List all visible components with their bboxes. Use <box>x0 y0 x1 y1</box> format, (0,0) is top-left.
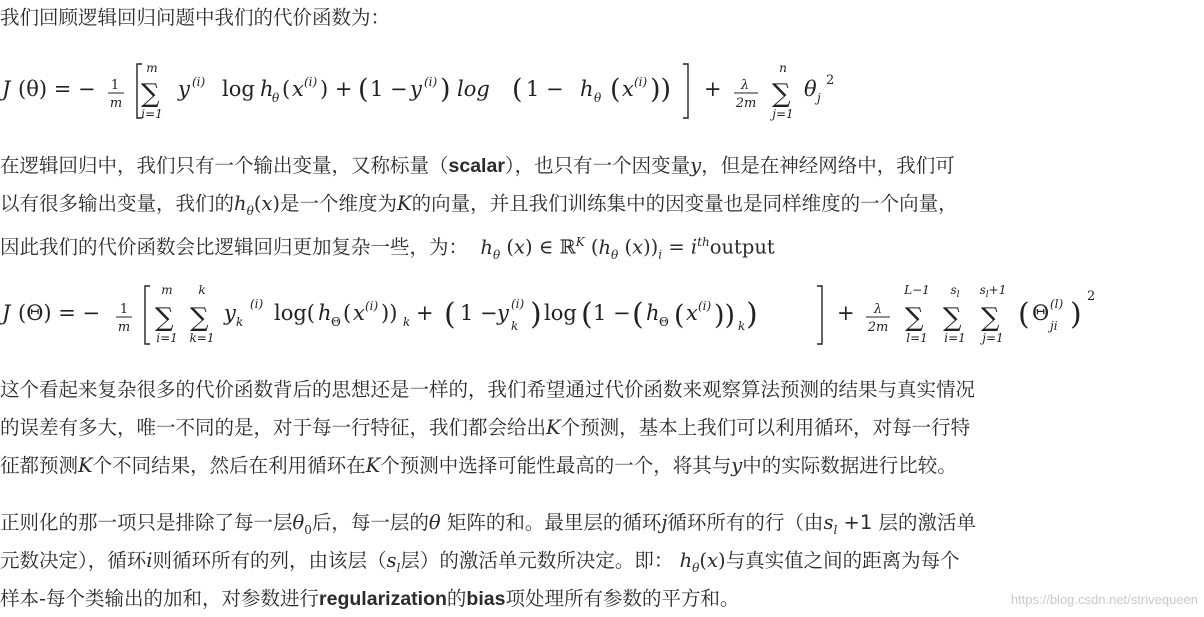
svg-text:ji: ji <box>1050 319 1058 333</box>
svg-text:): ) <box>1070 297 1082 332</box>
watermark: https://blog.csdn.net/strivequeen <box>1010 592 1198 607</box>
svg-text:k=1: k=1 <box>189 331 215 345</box>
svg-text:(: ( <box>512 74 523 105</box>
svg-text:+: + <box>416 301 434 325</box>
svg-text:x: x <box>353 301 365 325</box>
svg-text:x: x <box>686 301 698 325</box>
svg-text:Θ: Θ <box>331 315 341 329</box>
svg-text:j=1: j=1 <box>772 107 794 121</box>
explanation-line-1: 这个看起来复杂很多的代价函数背后的思想还是一样的，我们希望通过代价函数来观察算法预测的结果与真实情况 <box>0 378 976 401</box>
svg-text:x: x <box>292 77 304 101</box>
explanation-line-2: 的误差有多大，唯一不同的是，对于每一行特征，我们都会给出K个预测，基本上我们可以利用循环，对每一行特 <box>0 416 971 439</box>
svg-text:∑: ∑ <box>905 303 924 333</box>
regularization-line-1: 正则化的那一项只是排除了每一层$\theta_0$后，每一层的θ 矩阵的和。最里层的循环j循环所有的行（由$s_l +1$ 层的激活单 <box>0 511 976 537</box>
cost-function-logistic <box>0 56 880 126</box>
intro-line: 我们回顾逻辑回归问题中我们的代价函数为： <box>0 6 391 29</box>
svg-text:∑: ∑ <box>772 79 791 109</box>
svg-text:h: h <box>580 77 594 101</box>
svg-text:Θ: Θ <box>659 315 669 329</box>
svg-text:(Θ) = −: (Θ) = − <box>18 301 101 325</box>
svg-text:(: ( <box>674 300 685 331</box>
svg-text:(: ( <box>610 74 621 105</box>
svg-text:(i): (i) <box>511 297 525 311</box>
svg-text:1: 1 <box>119 302 129 317</box>
svg-text:θ: θ <box>594 91 602 105</box>
svg-text:sl+1: $s_l+1$ <box>979 283 1007 300</box>
svg-text:(i): (i) <box>304 75 318 89</box>
svg-text:m: m <box>109 96 123 111</box>
svg-text:2: 2 <box>1087 289 1096 304</box>
svg-text:j=1: j=1 <box>982 331 1004 345</box>
svg-text:log(: log( <box>274 301 315 325</box>
svg-text:(i): (i) <box>250 297 264 311</box>
svg-text:k: k <box>403 315 411 329</box>
svg-text:k: k <box>738 319 746 333</box>
svg-text:k: k <box>511 319 519 333</box>
svg-text:l=1: l=1 <box>906 331 928 345</box>
svg-text:(i): (i) <box>424 75 438 89</box>
svg-text:1 −: 1 − <box>593 301 631 325</box>
svg-text:)): )) <box>381 301 398 325</box>
svg-text:∑: ∑ <box>141 79 160 109</box>
svg-text:h: h <box>646 301 660 325</box>
regularization-line-3: 样本-每个类输出的加和，对参数进行regularization的bias项处理所有参数的平方和。 <box>0 587 740 610</box>
svg-text:m: m <box>161 283 173 297</box>
svg-text:(: ( <box>1018 297 1030 332</box>
svg-text:): ) <box>746 297 758 332</box>
regularization-line-2: 元数决定），循环i则循环所有的列，由该层（$s_l$层）的激活单元数所决定。即： $h_\theta(x)$与真实值之间的距离为每个 <box>0 549 960 575</box>
svg-text:(l): (l) <box>1050 297 1064 311</box>
svg-text:(i): (i) <box>192 75 206 89</box>
svg-text:h: h <box>318 301 332 325</box>
svg-text:2: 2 <box>826 73 835 88</box>
svg-text:(: ( <box>632 297 644 332</box>
svg-text:i=1: i=1 <box>141 107 163 121</box>
nn-intro-line-2: 以有很多输出变量，我们的$h_\theta(x)$是一个维度为K的向量，并且我们训练集中的因变量也是同样维度的一个向量， <box>0 192 958 218</box>
svg-text:(i): (i) <box>365 299 379 313</box>
svg-text:θ: θ <box>272 91 280 105</box>
svg-text:θ: θ <box>804 77 817 101</box>
svg-text:(: ( <box>581 297 593 332</box>
svg-text:y: y <box>497 301 509 325</box>
svg-text:k: k <box>198 283 206 297</box>
svg-text:(θ) = −: (θ) = − <box>18 77 96 101</box>
svg-text:L−1: L−1 <box>904 283 930 297</box>
svg-text:∑: ∑ <box>190 303 209 333</box>
svg-text:y: y <box>178 77 190 101</box>
svg-text:log: log <box>544 301 577 325</box>
svg-text:1 −: 1 − <box>370 77 408 101</box>
explanation-line-3: 征都预测K个不同结果，然后在利用循环在K个预测中选择可能性最高的一个，将其与y中的实际数据进行比较。 <box>0 454 957 477</box>
nn-intro-line-1: 在逻辑回归中，我们只有一个输出变量，又称标量（scalar），也只有一个因变量y，但是在神经网络中，我们可 <box>0 154 955 177</box>
svg-text:(: ( <box>282 77 291 101</box>
svg-text:h: h <box>260 77 274 101</box>
svg-text:y: y <box>224 301 236 325</box>
svg-text:) +: ) + <box>320 77 353 101</box>
svg-text:(: ( <box>343 301 352 325</box>
svg-text:): ) <box>440 74 451 105</box>
svg-text:2m: 2m <box>867 320 889 335</box>
svg-text:i=1: i=1 <box>156 331 178 345</box>
svg-text:1 −: 1 − <box>460 301 498 325</box>
svg-text:λ: λ <box>873 302 883 317</box>
svg-text:∑: ∑ <box>155 303 174 333</box>
nn-intro-line-3: 因此我们的代价函数会比逻辑回归更加复杂一些，为： $h_\theta$ (x) ∈ ℝ$^K$ ($h_\theta$ $(x))_i$ = $i^{th}output$ <box>0 235 775 262</box>
svg-text:)): )) <box>714 300 736 331</box>
svg-text:∑: ∑ <box>943 303 962 333</box>
svg-text:n: n <box>779 61 787 75</box>
svg-text:1: 1 <box>110 78 120 93</box>
svg-text:log: log <box>457 77 490 101</box>
svg-text:J: J <box>2 77 11 101</box>
svg-text:(: ( <box>444 297 456 332</box>
svg-text:): ) <box>530 297 542 332</box>
svg-text:1 −: 1 − <box>526 77 564 101</box>
svg-text:m: m <box>117 320 131 335</box>
svg-text:∑: ∑ <box>981 303 1000 333</box>
svg-text:i=1: i=1 <box>944 331 966 345</box>
svg-text:log: log <box>222 77 255 101</box>
svg-text:2m: 2m <box>735 96 757 111</box>
svg-text:x: x <box>622 77 634 101</box>
cost-function-neural-network <box>0 278 1110 354</box>
svg-text:(i): (i) <box>698 299 712 313</box>
svg-text:+: + <box>837 301 855 325</box>
svg-text:y: y <box>410 77 422 101</box>
svg-text:+: + <box>704 77 722 101</box>
svg-text:λ: λ <box>740 78 750 93</box>
svg-text:j: j <box>817 91 821 105</box>
svg-text:m: m <box>146 61 158 75</box>
svg-text:J: J <box>2 301 11 325</box>
svg-text:Θ: Θ <box>1032 301 1050 325</box>
svg-text:k: k <box>236 315 244 329</box>
svg-text:(: ( <box>358 74 369 105</box>
svg-text:(i): (i) <box>634 75 648 89</box>
svg-text:sl: $s_l$ <box>950 283 960 300</box>
svg-text:)): )) <box>650 74 672 105</box>
